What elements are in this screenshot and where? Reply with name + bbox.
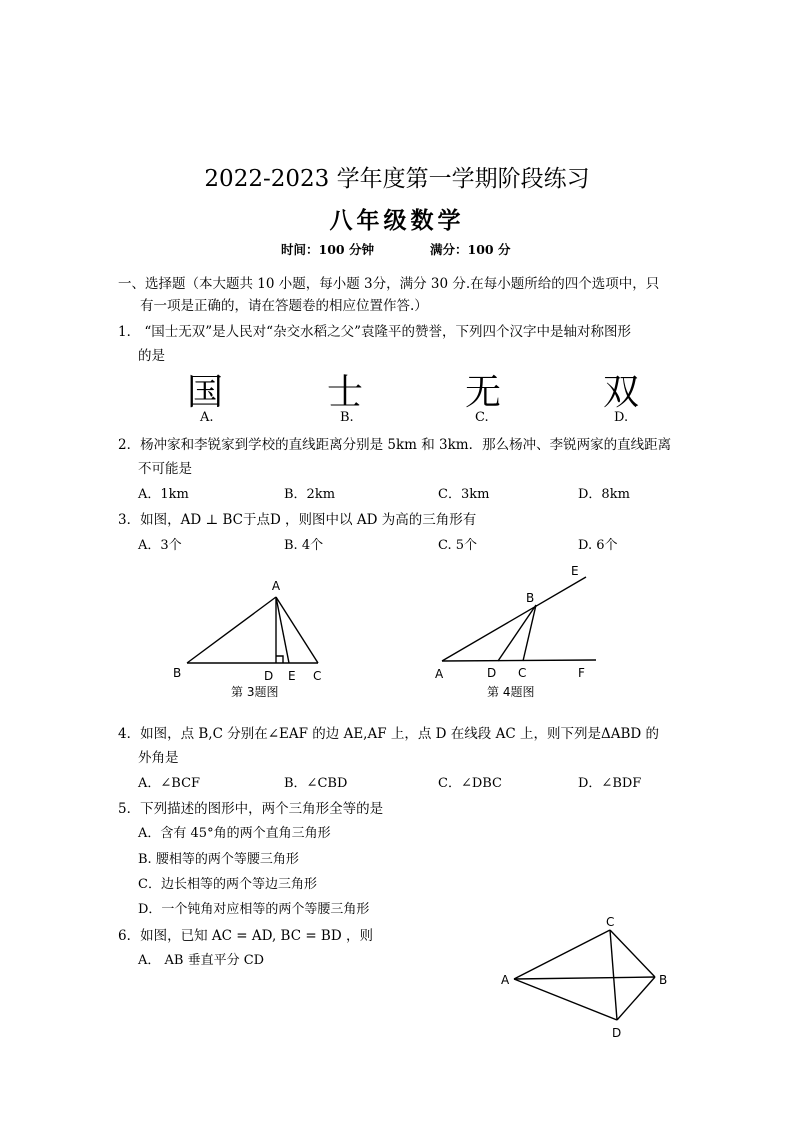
exam-score: 满分：100 分 xyxy=(430,242,511,257)
fig4-label-d: D xyxy=(487,666,497,680)
exam-time: 时间：100 分钟 xyxy=(281,242,374,257)
section-heading: 一、选择题（本大题共 10 小题，每小题 3分，满分 30 分.在每小题所给的四个选项中，只 xyxy=(118,276,660,292)
q1-label-c: C. xyxy=(475,410,489,425)
q3-option-b: B. 4个 xyxy=(284,538,324,553)
q6-stem: 6．如图，已知 AC = AD, BC = BD ，则 xyxy=(118,928,373,944)
q5-option-c: C．边长相等的两个等边三角形 xyxy=(138,877,317,892)
fig4-label-f: F xyxy=(578,666,585,680)
figure-6 xyxy=(495,912,680,1042)
q3-option-a: A．3个 xyxy=(138,538,182,553)
q1-char-c: 无 xyxy=(465,372,502,413)
q6-option-a: A． AB 垂直平分 CD xyxy=(138,953,265,968)
q1-stem-cont: 的是 xyxy=(138,348,165,364)
fig3-label-c: C xyxy=(313,669,322,683)
q2-option-a: A．1km xyxy=(138,487,189,502)
fig6-label-d: D xyxy=(612,1026,622,1040)
document-title: 2022-2023 学年度第一学期阶段练习 xyxy=(204,166,590,192)
fig3-label-d: D xyxy=(264,669,274,683)
figure-4 xyxy=(425,560,610,705)
q1-label-d: D. xyxy=(614,410,629,425)
q1-char-b: 士 xyxy=(327,372,364,413)
fig3-label-e: E xyxy=(288,669,296,683)
q2-stem: 2．杨冲家和李锐家到学校的直线距离分别是 5km 和 3km．那么杨冲、李锐两家的直线距离 xyxy=(118,437,672,453)
q5-option-b: B. 腰相等的两个等腰三角形 xyxy=(138,852,299,867)
fig3-caption: 第 3题图 xyxy=(231,685,279,699)
q4-stem-cont: 外角是 xyxy=(138,750,179,766)
figure-3 xyxy=(165,570,345,705)
q5-option-a: A．含有 45°角的两个直角三角形 xyxy=(138,826,331,841)
q2-option-b: B．2km xyxy=(284,487,336,502)
q4-option-c: C．∠DBC xyxy=(438,776,503,791)
q3-stem: 3．如图，AD ⊥ BC于点D ，则图中以 AD 为高的三角形有 xyxy=(118,512,477,528)
q2-option-c: C．3km xyxy=(438,487,490,502)
fig6-label-b: B xyxy=(659,973,668,987)
q5-stem: 5．下列描述的图形中，两个三角形全等的是 xyxy=(118,801,384,817)
q4-option-b: B．∠CBD xyxy=(284,776,348,791)
q3-option-d: D. 6个 xyxy=(578,538,618,553)
document-subtitle: 八年级数学 xyxy=(329,207,465,234)
fig3-label-a: A xyxy=(271,579,281,593)
q1-char-d: 双 xyxy=(603,372,640,413)
q1-char-a: 国 xyxy=(187,372,224,413)
fig4-label-b: B xyxy=(526,591,535,605)
q1-stem: 1． “国士无双”是人民对“杂交水稻之父”袁隆平的赞誉，下列四个汉字中是轴对称图形 xyxy=(118,324,631,340)
fig4-label-c: C xyxy=(518,666,527,680)
q4-stem: 4．如图，点 B,C 分别在∠EAF 的边 AE,AF 上，点 D 在线段 AC 上，则下列是ΔABD 的 xyxy=(118,726,659,742)
q5-option-d: D．一个钝角对应相等的两个等腰三角形 xyxy=(138,902,370,917)
q2-option-d: D．8km xyxy=(578,487,630,502)
q4-option-d: D．∠BDF xyxy=(578,776,642,791)
fig4-caption: 第 4题图 xyxy=(487,685,535,699)
fig4-label-a: A xyxy=(435,667,444,681)
fig6-label-a: A xyxy=(501,973,510,987)
q2-stem-cont: 不可能是 xyxy=(138,461,192,477)
fig3-label-b: B xyxy=(173,666,182,680)
q3-option-c: C. 5个 xyxy=(438,538,478,553)
q4-option-a: A．∠BCF xyxy=(138,776,201,791)
section-heading-cont: 有一项是正确的，请在答题卷的相应位置作答.） xyxy=(140,298,428,314)
q1-label-b: B. xyxy=(340,410,354,425)
fig6-label-c: C xyxy=(606,915,615,929)
q1-label-a: A. xyxy=(200,410,214,425)
fig4-label-e: E xyxy=(571,564,579,578)
